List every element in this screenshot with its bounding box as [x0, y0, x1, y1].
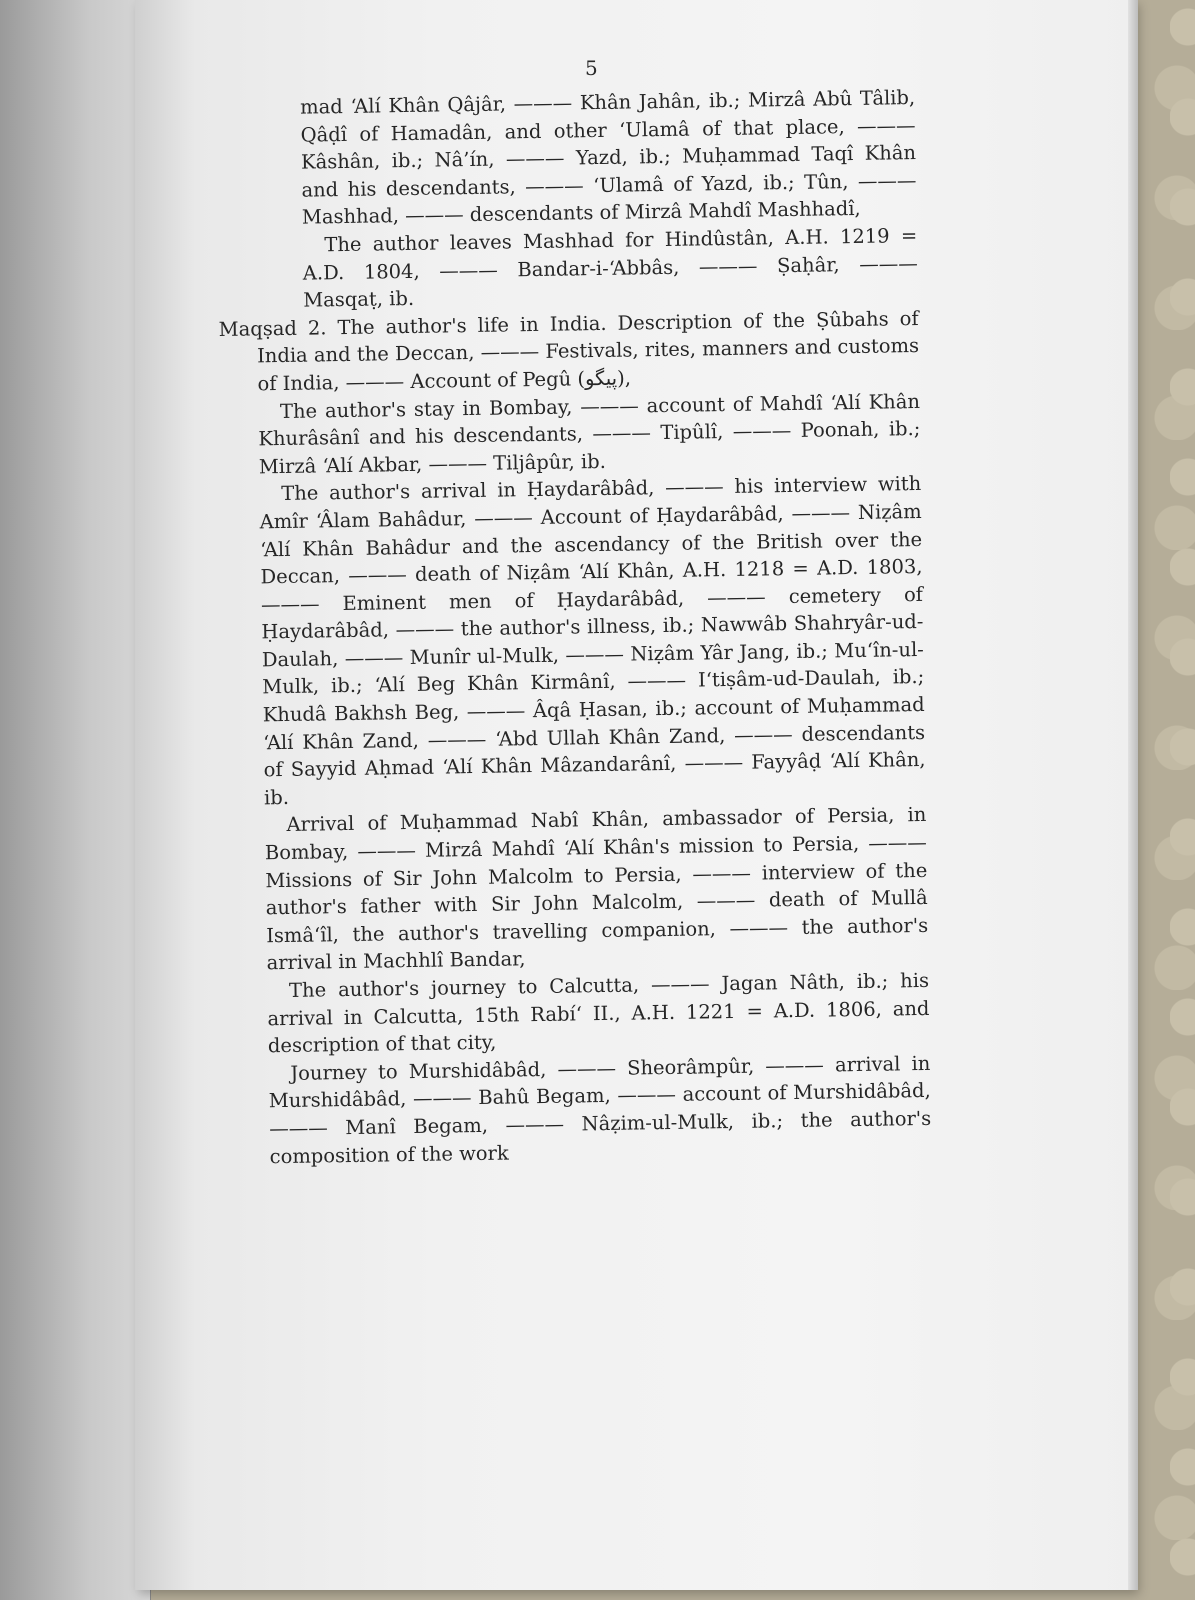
paragraph-persia-mission: Arrival of Muḥammad Nabî Khân, ambassador of Persia, in Bombay, ——— Mirzâ Mahdî ‘Alí Khân's mission to Persia, ——— Missions of Sir John Malcolm to Persia, ——— interview of the author's father with Sir John Malcolm, ——— death of Mullâ Ismâ‘îl, the author's travelling companion, ——— the author's arrival in Machhlî Bandar,	[264, 803, 929, 975]
page-number: 5	[585, 56, 598, 80]
paragraph-bombay: The author's stay in Bombay, ——— account of Mahdî ‘Alí Khân Khurâsânî and his descendants, ——— Tipûlî, ——— Poonah, ib.; Mirzâ ‘Alí Akbar, ——— Tiljâpûr, ib.	[258, 389, 921, 479]
page-edge	[1128, 0, 1138, 1590]
paragraph-haydarabad: The author's arrival in Ḥaydarâbâd, ——— his interview with Amîr ‘Âlam Bahâdur, ——— Account of Ḥaydarâbâd, ——— Niẓâm ‘Alí Khân Bahâdur and the ascendancy of the British over the Deccan, ——— death of Niẓâm ‘Alí Khân, A.H. 1218 = A.D. 1803, ——— Eminent men of Ḥaydarâbâd, ——— cemetery of Ḥaydarâbâd, ——— the author's illness, ib.; Nawwâb Shahryâr-ud-Daulah, ——— Munîr ul-Mulk, ——— Niẓâm Yâr Jang, ib.; Mu‘în-ul-Mulk, ib.; ‘Alí Beg Khân Kirmânî, ——— I‘tiṣâm-ud-Daulah, ib.; Khudâ Bakhsh Beg, ——— Âqâ Ḥasan, ib.; account of Muḥammad ‘Alí Khân Zand, ——— ‘Abd Ullah Khân Zand, ——— descendants of Sayyid Aḥmad ‘Alí Khân Mâzandarânî, ——— Fayyâḍ ‘Alí Khân, ib.	[259, 472, 926, 810]
page-text	[215, 84, 932, 1171]
paragraph-continuation: mad ‘Alí Khân Qâjâr, ——— Khân Jahân, ib.; Mirzâ Abû Tâlib, Qâḍî of Hamadân, and other ‘Ulamâ of that place, ——— Kâshân, ib.; Nâ’ín, ——— Yazd, ib.; Muḥammad Taqî Khân and his descendants, ——— ‘Ulamâ of Yazd, ib.; Tûn, ——— Mashhad, ——— descendants of Mirzâ Mahdî Mashhadî,	[300, 86, 917, 230]
left-page	[0, 0, 151, 1600]
paragraph-calcutta: The author's journey to Calcutta, ——— Jagan Nâth, ib.; his arrival in Calcutta, 15th Rabí‘ II., A.H. 1221 = A.D. 1806, and description of that city,	[267, 968, 930, 1058]
paragraph-murshidabad: Journey to Murshidâbâd, ——— Sheorâmpûr, ——— arrival in Murshidâbâd, ——— Bahû Begam, ——— account of Murshidâbâd, ——— Manî Begam, ——— Nâẓim-ul-Mulk, ib.; the author's composition of the work	[268, 1051, 932, 1168]
paragraph-leaves-mashhad: The author leaves Mashhad for Hindûstân, A.H. 1219 = A.D. 1804, ——— Bandar-i-‘Abbâs, ——— Ṣaḥâr, ——— Masqaṭ, ib.	[302, 223, 918, 312]
paragraph-maqsad-2: Maqṣad 2. The author's life in India. Description of the Ṣûbahs of India and the Deccan, ——— Festivals, rites, manners and customs of India, ——— Account of Pegû (پیگو),	[218, 306, 920, 396]
